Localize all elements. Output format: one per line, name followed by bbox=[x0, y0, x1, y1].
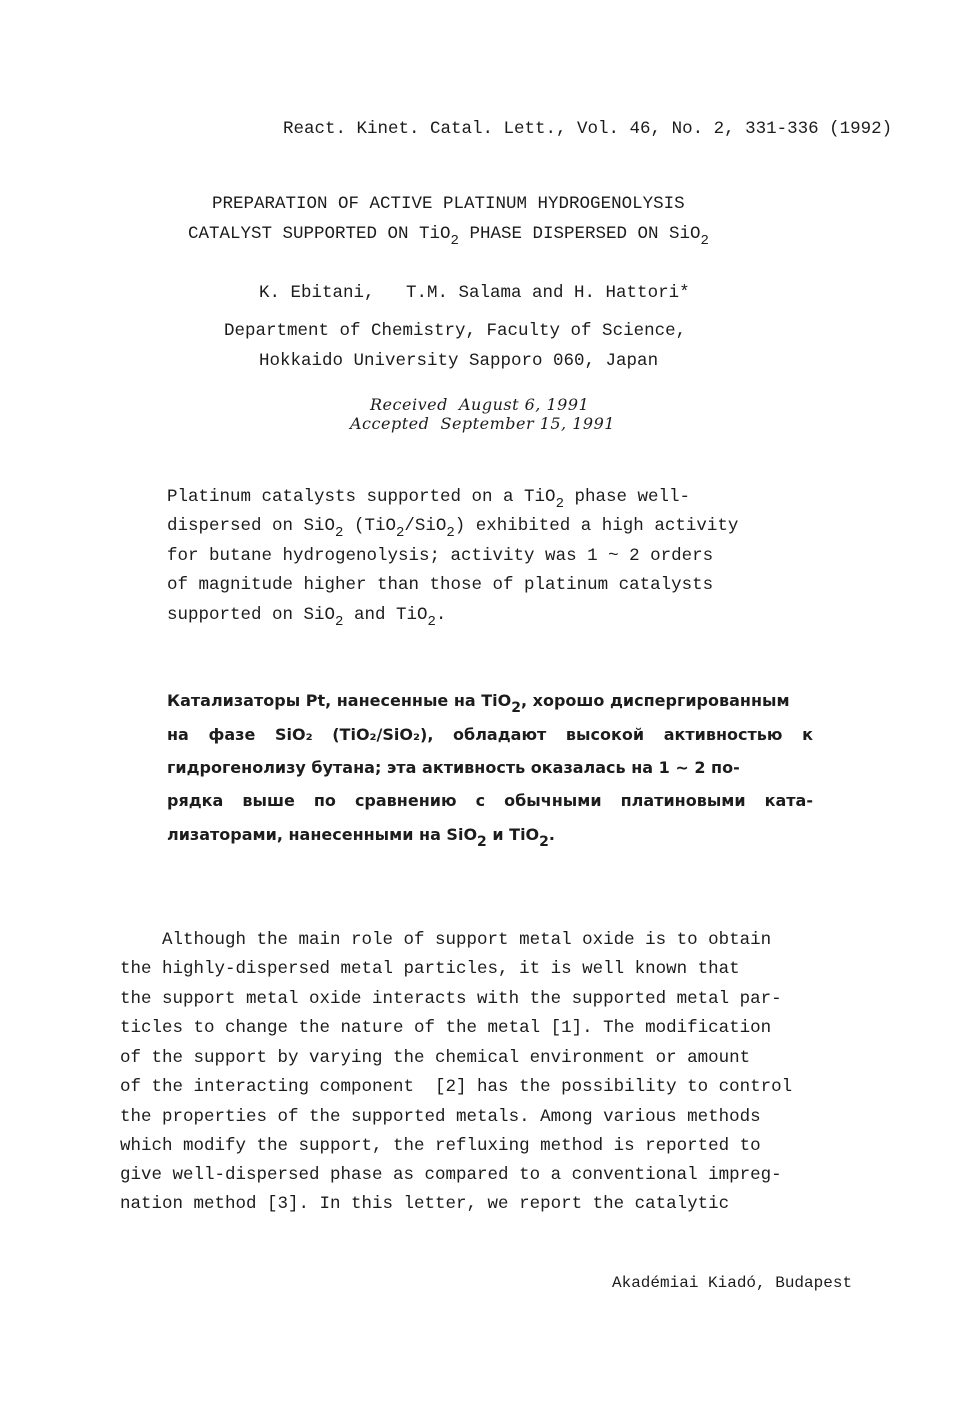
abstract-ru-line: гидрогенолизу бутана; эта активность оказалась на 1 ~ 2 по- bbox=[167, 758, 740, 777]
body-line: give well-dispersed phase as compared to a conventional impreg- bbox=[120, 1165, 782, 1185]
abstract-ru-line: лизаторами, нанесенными на SiO2 и TiO2. bbox=[167, 825, 555, 850]
title-line-2: CATALYST SUPPORTED ON TiO$_2$ PHASE DISPERSED ON SiO$_2$ bbox=[188, 224, 709, 249]
affiliation-line-1: Department of Chemistry, Faculty of Science, bbox=[224, 321, 687, 341]
abstract-ru-line: рядка выше по сравнению с обычными платиновыми ката- bbox=[167, 791, 813, 810]
body-line: the highly-dispersed metal particles, it is well known that bbox=[120, 959, 740, 979]
affiliation-line-2: Hokkaido University Sapporo 060, Japan bbox=[259, 351, 659, 371]
abstract-en-line: Platinum catalysts supported on a TiO$_2$ phase well- bbox=[167, 487, 691, 512]
body-line: nation method [3]. In this letter, we report the catalytic bbox=[120, 1194, 730, 1214]
abstract-ru-line: на фазе SiO₂ (TiO₂/SiO₂), обладают высокой активностью к bbox=[167, 725, 813, 744]
abstract-en-line: dispersed on SiO$_2$ (TiO$_2$/SiO$_2$) exhibited a high activity bbox=[167, 516, 739, 541]
abstract-en-line: of magnitude higher than those of platinum catalysts bbox=[167, 575, 714, 595]
body-line: the support metal oxide interacts with the supported metal par- bbox=[120, 989, 782, 1009]
abstract-ru-line: Катализаторы Pt, нанесенные на TiO2, хорошо диспергированным bbox=[167, 691, 790, 716]
body-line: of the support by varying the chemical environment or amount bbox=[120, 1048, 751, 1068]
body-line: of the interacting component [2] has the possibility to control bbox=[120, 1077, 793, 1097]
received-date: Received August 6, 1991 bbox=[370, 395, 590, 414]
abstract-en-line: supported on SiO$_2$ and TiO$_2$. bbox=[167, 605, 447, 630]
accepted-date: Accepted September 15, 1991 bbox=[350, 414, 615, 433]
body-line: the properties of the supported metals. Among various methods bbox=[120, 1107, 761, 1127]
body-line: which modify the support, the refluxing method is reported to bbox=[120, 1136, 761, 1156]
authors: K. Ebitani, T.M. Salama and H. Hattori* bbox=[259, 283, 690, 303]
publisher-footer: Akadémiai Kiadó, Budapest bbox=[612, 1274, 853, 1292]
title-line-1: PREPARATION OF ACTIVE PLATINUM HYDROGENOLYSIS bbox=[212, 194, 685, 214]
journal-citation: React. Kinet. Catal. Lett., Vol. 46, No. 2, 331-336 (1992) bbox=[283, 119, 893, 139]
abstract-en-line: for butane hydrogenolysis; activity was 1 ~ 2 orders bbox=[167, 546, 714, 566]
body-line: Although the main role of support metal oxide is to obtain bbox=[120, 930, 772, 950]
body-line: ticles to change the nature of the metal [1]. The modification bbox=[120, 1018, 772, 1038]
